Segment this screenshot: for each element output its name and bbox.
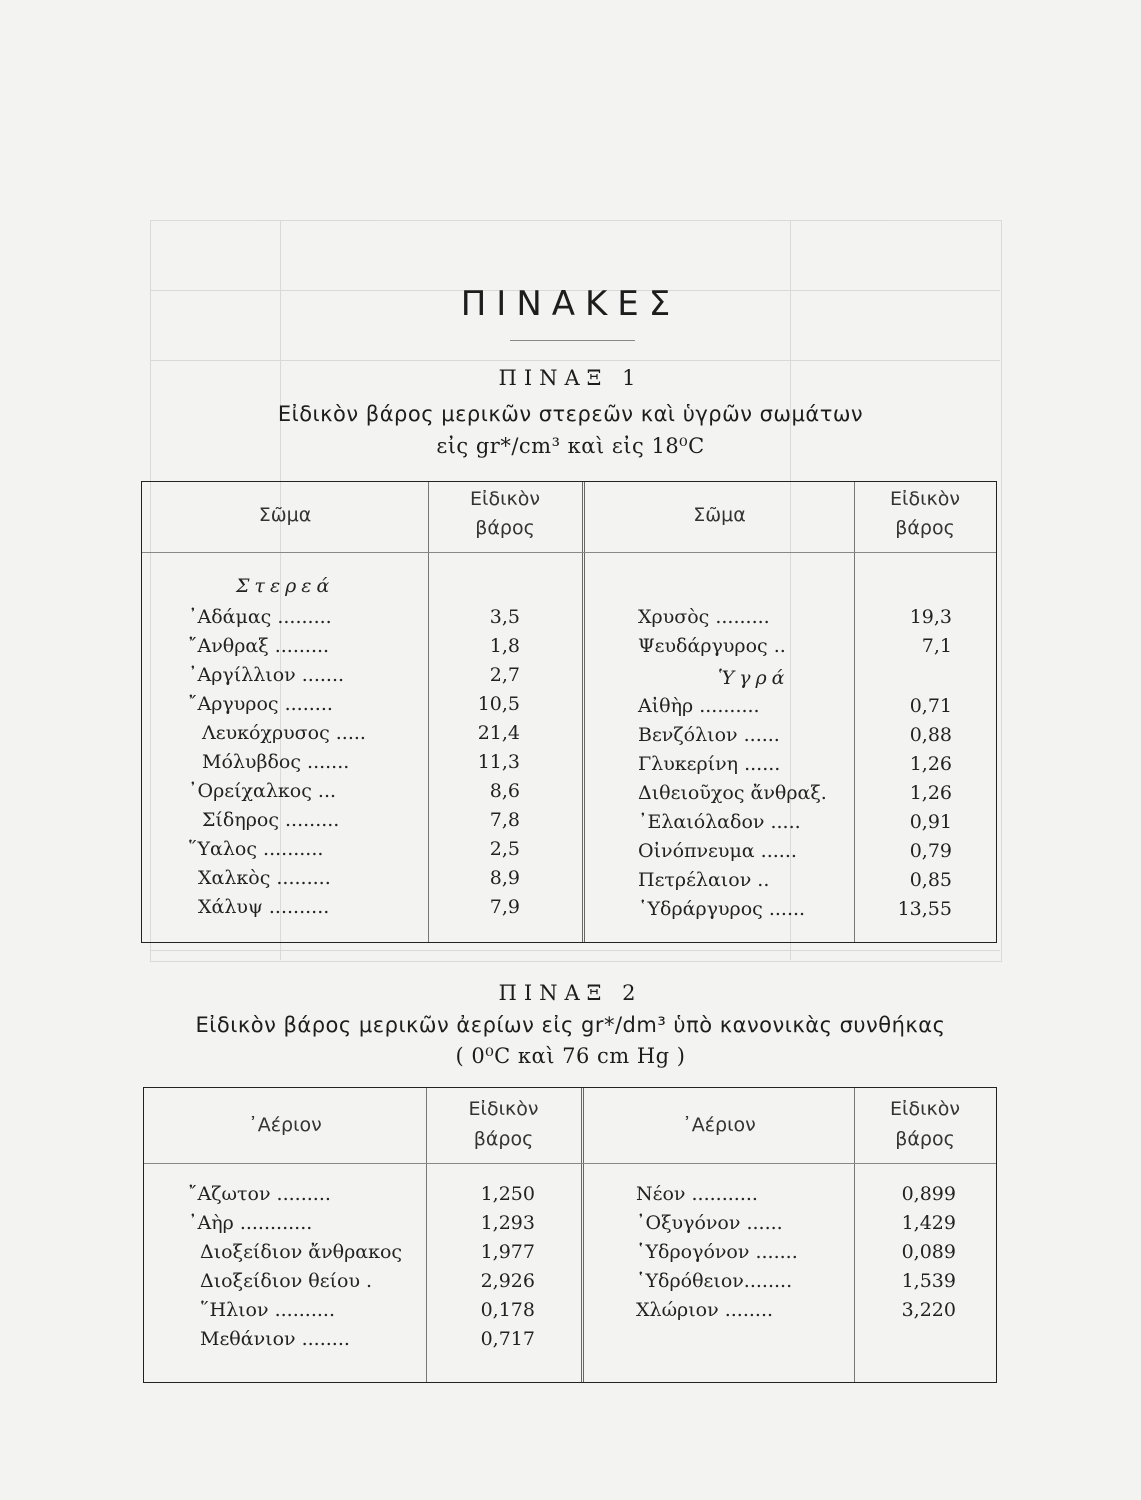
table1-row-name: Μόλυβδος ....... <box>202 751 350 773</box>
table1-row-name: ῾Υδράργυρος ...... <box>638 898 806 920</box>
table2-title: ΠΙΝΑΞ 2 <box>498 981 643 1005</box>
table2-header-value-right-2: βάρος <box>895 1128 955 1150</box>
table1-row-name: ῞Υαλος .......... <box>188 838 324 860</box>
table2-row-name: Διοξείδιον θείου . <box>200 1270 373 1292</box>
table2-header-value-left-1: Εἰδικὸν <box>468 1098 539 1120</box>
table1-row-name: Βενζόλιον ...... <box>638 724 780 746</box>
table1-row-name: ᾿Ελαιόλαδον ..... <box>638 811 801 833</box>
table1-divider <box>854 482 855 942</box>
table1-row-name: Ψευδάργυρος .. <box>638 635 786 657</box>
table1-section-liquids: Ὑγρά <box>718 667 790 689</box>
table2-row-name: Χλώριον ........ <box>636 1299 774 1321</box>
table1-row-value: 3,5 <box>489 606 520 628</box>
table1-header-value-left-2: βάρος <box>475 517 535 539</box>
table1-row-value: 0,79 <box>909 840 952 862</box>
table2-row-value: 3,220 <box>901 1299 956 1321</box>
table1-center-divider <box>582 482 585 942</box>
table1-header-value-right-1: Εἰδικὸν <box>890 488 960 510</box>
table2-row-value: 0,717 <box>480 1328 535 1350</box>
table1-row-name: ῎Αργυρος ........ <box>188 693 333 715</box>
table2-row-value: 2,926 <box>480 1270 535 1292</box>
table1-row-name: ᾿Αργίλλιον ....... <box>188 664 345 686</box>
table1-caption-line2: εἰς gr*/cm³ καὶ εἰς 18⁰C <box>436 434 705 458</box>
table2-header-value-left-2: βάρος <box>473 1128 534 1150</box>
table1-caption-line1: Εἰδικὸν βάρος μερικῶν στερεῶν καὶ ὑγρῶν σωμάτων <box>277 402 864 426</box>
table1-row-name: ᾿Αδάμας ......... <box>188 606 332 628</box>
table1-header-body-right: Σῶμα <box>693 504 746 526</box>
table2-row-value: 0,089 <box>901 1241 956 1263</box>
table1-row-name: Πετρέλαιον .. <box>638 869 770 891</box>
table1-row-name: ῎Ανθραξ ......... <box>188 635 330 657</box>
table2-header-value-right-1: Εἰδικὸν <box>890 1098 960 1120</box>
page-title: ΠΙΝΑΚΕΣ <box>460 284 681 324</box>
table2-row-value: 1,250 <box>480 1183 535 1205</box>
table1-row-value: 7,1 <box>921 635 952 657</box>
table1-header-body-left: Σῶμα <box>258 504 312 526</box>
table1-row-name: Σίδηρος ......... <box>202 809 340 831</box>
table1-row-value: 21,4 <box>477 722 520 744</box>
table2-row-name: ᾿Αὴρ ............ <box>188 1212 313 1234</box>
table2-row-name: ᾿Οξυγόνον ...... <box>636 1212 783 1234</box>
table1-row-value: 8,6 <box>489 780 520 802</box>
table1-row-name: ᾿Ορείχαλκος ... <box>188 780 337 802</box>
table2-row-value: 0,178 <box>480 1299 535 1321</box>
table2-row-name: ῾Υδρόθειον........ <box>636 1270 793 1292</box>
table1-row-value: 13,55 <box>897 898 952 920</box>
table2-row-value: 1,539 <box>901 1270 956 1292</box>
table1-row-value: 8,9 <box>489 867 520 889</box>
table2-header-body-right: ᾿Αέριον <box>682 1114 756 1136</box>
table1-header-rule <box>142 552 996 553</box>
table1-row-value: 0,88 <box>909 724 952 746</box>
table2-row-name: Μεθάνιον ........ <box>200 1328 350 1350</box>
table1-row-value: 0,91 <box>909 811 952 833</box>
table2-row-name: ῎Αζωτον ......... <box>188 1183 331 1205</box>
table1-row-value: 2,7 <box>489 664 520 686</box>
table1-title: ΠΙΝΑΞ 1 <box>498 366 643 390</box>
table1-row-name: Αἰθὴρ .......... <box>638 695 760 717</box>
table2-row-name: Διοξείδιον ἄνθρακος <box>200 1241 403 1263</box>
table2-row-value: 1,977 <box>480 1241 535 1263</box>
table1-row-value: 19,3 <box>909 606 952 628</box>
table2-header-rule <box>144 1163 996 1164</box>
table1-row-value: 11,3 <box>477 751 520 773</box>
table1-header-value-right-2: βάρος <box>895 517 955 539</box>
table1-section-solids: Στερεά <box>236 575 335 597</box>
table1-row-value: 10,5 <box>477 693 520 715</box>
table1-row-value: 1,26 <box>909 753 952 775</box>
title-divider <box>510 340 635 341</box>
table1-row-value: 0,71 <box>909 695 952 717</box>
table2-caption-line1: Εἰδικὸν βάρος μερικῶν ἀερίων εἰς gr*/dm³ ὑπὸ κανονικὰς συνθήκας <box>195 1013 946 1037</box>
table1-row-value: 1,8 <box>489 635 520 657</box>
table1-header-value-left-1: Εἰδικὸν <box>470 488 540 510</box>
table2-header-body-left: ᾿Αέριον <box>248 1114 322 1136</box>
table2-row-value: 1,429 <box>901 1212 956 1234</box>
table1-row-name: Λευκόχρυσος ..... <box>202 722 366 744</box>
table1-row-value: 7,9 <box>489 896 520 918</box>
table1-row-name: Χαλκὸς ......... <box>198 867 331 889</box>
table1-divider <box>428 482 429 942</box>
table2-row-name: Νέον ........... <box>636 1183 758 1205</box>
table2-row-value: 1,293 <box>480 1212 535 1234</box>
table1-row-name: Χρυσὸς ......... <box>638 606 770 628</box>
table1-row-name: Οἰνόπνευμα ...... <box>638 840 797 862</box>
table1-row-value: 2,5 <box>489 838 520 860</box>
table1 <box>141 481 997 943</box>
table2 <box>143 1087 997 1383</box>
table1-row-value: 0,85 <box>909 869 952 891</box>
table2-row-value: 0,899 <box>901 1183 956 1205</box>
table2-caption-line2: ( 0⁰C καὶ 76 cm Hg ) <box>455 1044 686 1068</box>
table1-row-name: Διθειοῦχος ἄνθραξ. <box>638 782 827 804</box>
table1-row-value: 7,8 <box>489 809 520 831</box>
table1-row-name: Γλυκερίνη ...... <box>638 753 781 775</box>
table1-row-value: 1,26 <box>909 782 952 804</box>
table2-row-name: ῞Ηλιον .......... <box>200 1299 335 1321</box>
table2-row-name: ῾Υδρογόνον ....... <box>636 1241 798 1263</box>
table1-row-name: Χάλυψ .......... <box>198 896 330 918</box>
